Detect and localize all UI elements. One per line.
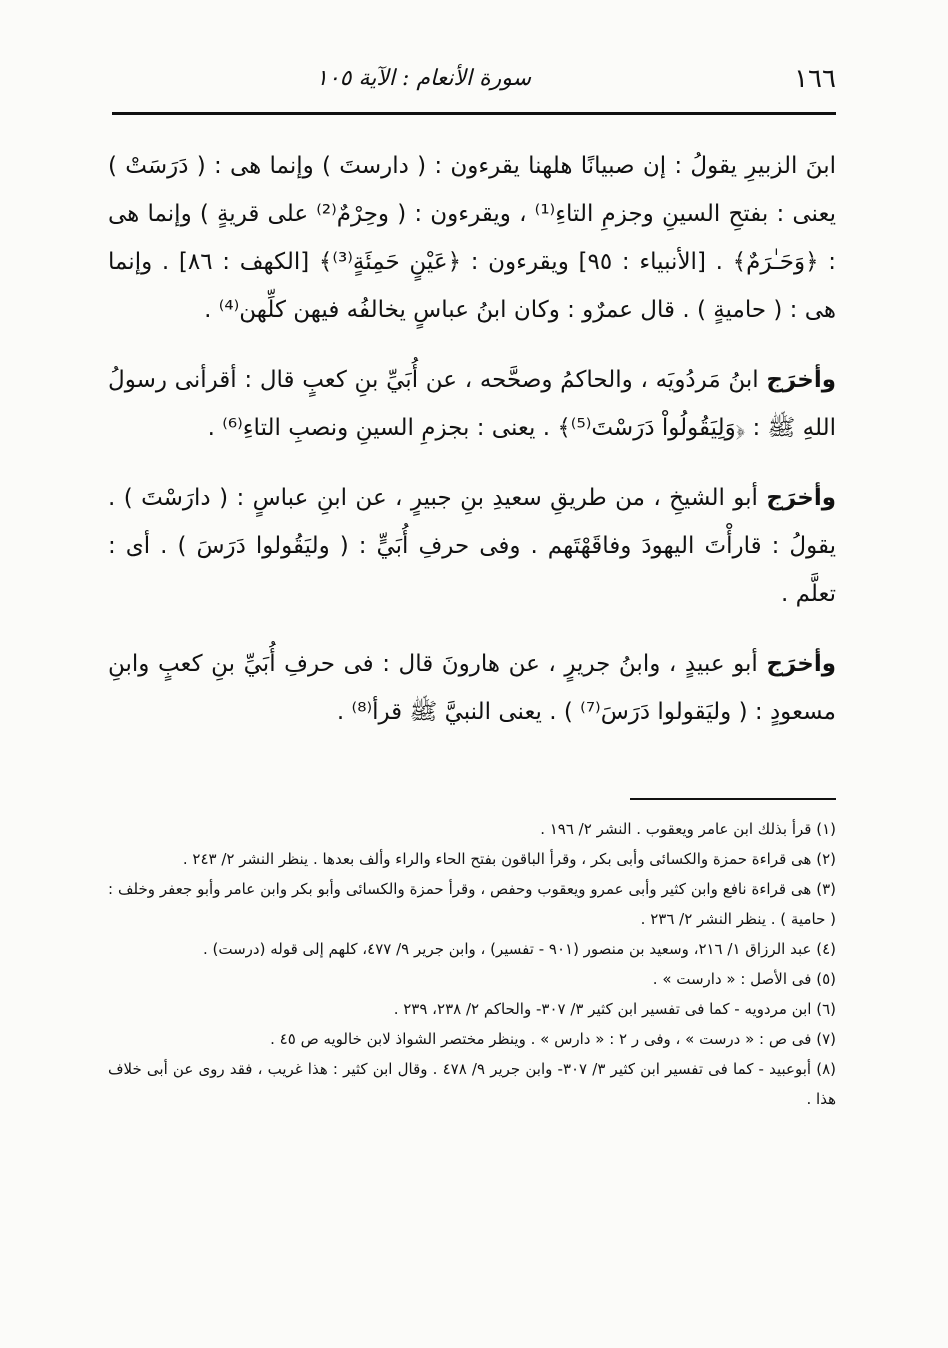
paragraph-text: ابنَ الزبيرِ يقولُ : إن صبيانًا هلهنا يقرءون : ( دارستَ ) وإنما هى : ( دَرَسَتْ ) يعنى : بفتحِ السينِ وجزمِ التاءِ⁽¹⁾ ، ويقرءون : ( وحِرْمٌ⁽²⁾ على قريةٍ ) وإنما هى : ﴿وَحَـٰرَمٌ﴾ . [الأنبياء : ٩٥] ويقرءون : ﴿عَيْنٍ حَمِئَةٍ⁽³⁾﴾ [الكهف : ٨٦] . وإنما هى : ( حاميةٍ ) . قال عمرٌو : وكان ابنُ عباسٍ يخالفُه فيهن كلِّهن⁽⁴⁾ . bbox=[108, 153, 836, 323]
paragraph bbox=[108, 356, 836, 452]
header-rule bbox=[112, 112, 836, 115]
footnote: (٧) فى ص : « درست » ، وفى ر ٢ : « دارس » . وينظر مختصر الشواذ لابن خالويه ص ٤٥ . bbox=[270, 1030, 836, 1048]
paragraph-text: ابنُ مَردُويَه ، والحاكمُ وصحَّحه ، عن أُبَيِّ بنِ كعبٍ قال : أقرأنى رسولُ اللهِ ﷺ : ﴿وَلِيَقُولُواْ دَرَسْتَ⁽⁵⁾﴾ . يعنى : بجزمِ السينِ ونصبِ التاءِ⁽⁶⁾ . bbox=[108, 367, 836, 441]
footnotes bbox=[108, 814, 836, 1114]
main-text bbox=[108, 142, 836, 750]
footnote: (٦) ابن مردويه - كما فى تفسير ابن كثير ٣/ ٣٠٧- والحاكم ٢/ ٢٣٨، ٢٣٩ . bbox=[393, 1000, 836, 1018]
paragraph bbox=[108, 142, 836, 334]
running-header bbox=[116, 58, 836, 102]
footnote: (١) قرأ بذلك ابن عامر ويعقوب . النشر ٢/ ١٩٦ . bbox=[540, 820, 836, 838]
paragraph-lead: وأخرَج bbox=[766, 651, 836, 677]
page-number: ١٦٦ bbox=[794, 64, 836, 94]
paragraph-lead: وأخرَج bbox=[766, 367, 836, 393]
footnote-divider bbox=[630, 798, 836, 800]
paragraph bbox=[108, 640, 836, 736]
footnote: (٤) عبد الرزاق ١/ ٢١٦، وسعيد بن منصور (٩٠١ - تفسير) ، وابن جرير ٩/ ٤٧٧، كلهم إلى قوله (درست) . bbox=[203, 940, 836, 958]
footnote: (٢) هى قراءة حمزة والكسائى وأبى بكر ، وقرأ الباقون بفتح الحاء والراء وألف بعدها . ينظر النشر ٢/ ٢٤٣ . bbox=[182, 850, 836, 868]
paragraph-lead: وأخرَج bbox=[766, 485, 836, 511]
paragraph bbox=[108, 474, 836, 618]
paragraph-text: أبو عبيدٍ ، وابنُ جريرٍ ، عن هارونَ قال : فى حرفِ أُبَيِّ بنِ كعبٍ وابنِ مسعودٍ : ( وليَقولوا دَرَسَ⁽⁷⁾ ) . يعنى النبيَّ ﷺ قرأ⁽⁸⁾ . bbox=[108, 651, 836, 725]
footnote: (٨) أبوعبيد - كما فى تفسير ابن كثير ٣/ ٣٠٧- وابن جرير ٩/ ٤٧٨ . وقال ابن كثير : هذا غريب ، فقد روى عن أبى خلاف هذا . bbox=[108, 1060, 837, 1108]
paragraph-text: أبو الشيخِ ، من طريقِ سعيدِ بنِ جبيرٍ ، عن ابنِ عباسٍ : ( دارَسْتَ ) . يقولُ : قارأْتَ اليهودَ وفاقَهْتَهم . وفى حرفِ أُبَيٍّ : ( وليَقُولوا دَرَسَ ) . أى : تعلَّم . bbox=[108, 485, 836, 607]
footnote: (٣) هى قراءة نافع وابن كثير وأبى عمرو ويعقوب وحفص ، وقرأ حمزة والكسائى وأبو بكر وابن عامر وأبو جعفر وخلف : ( حامية ) . ينظر النشر ٢/ ٢٣٦ . bbox=[108, 880, 836, 928]
header-title: سورة الأنعام : الآية ١٠٥ bbox=[316, 66, 532, 91]
footnote: (٥) فى الأصل : « دارست » . bbox=[652, 970, 836, 988]
